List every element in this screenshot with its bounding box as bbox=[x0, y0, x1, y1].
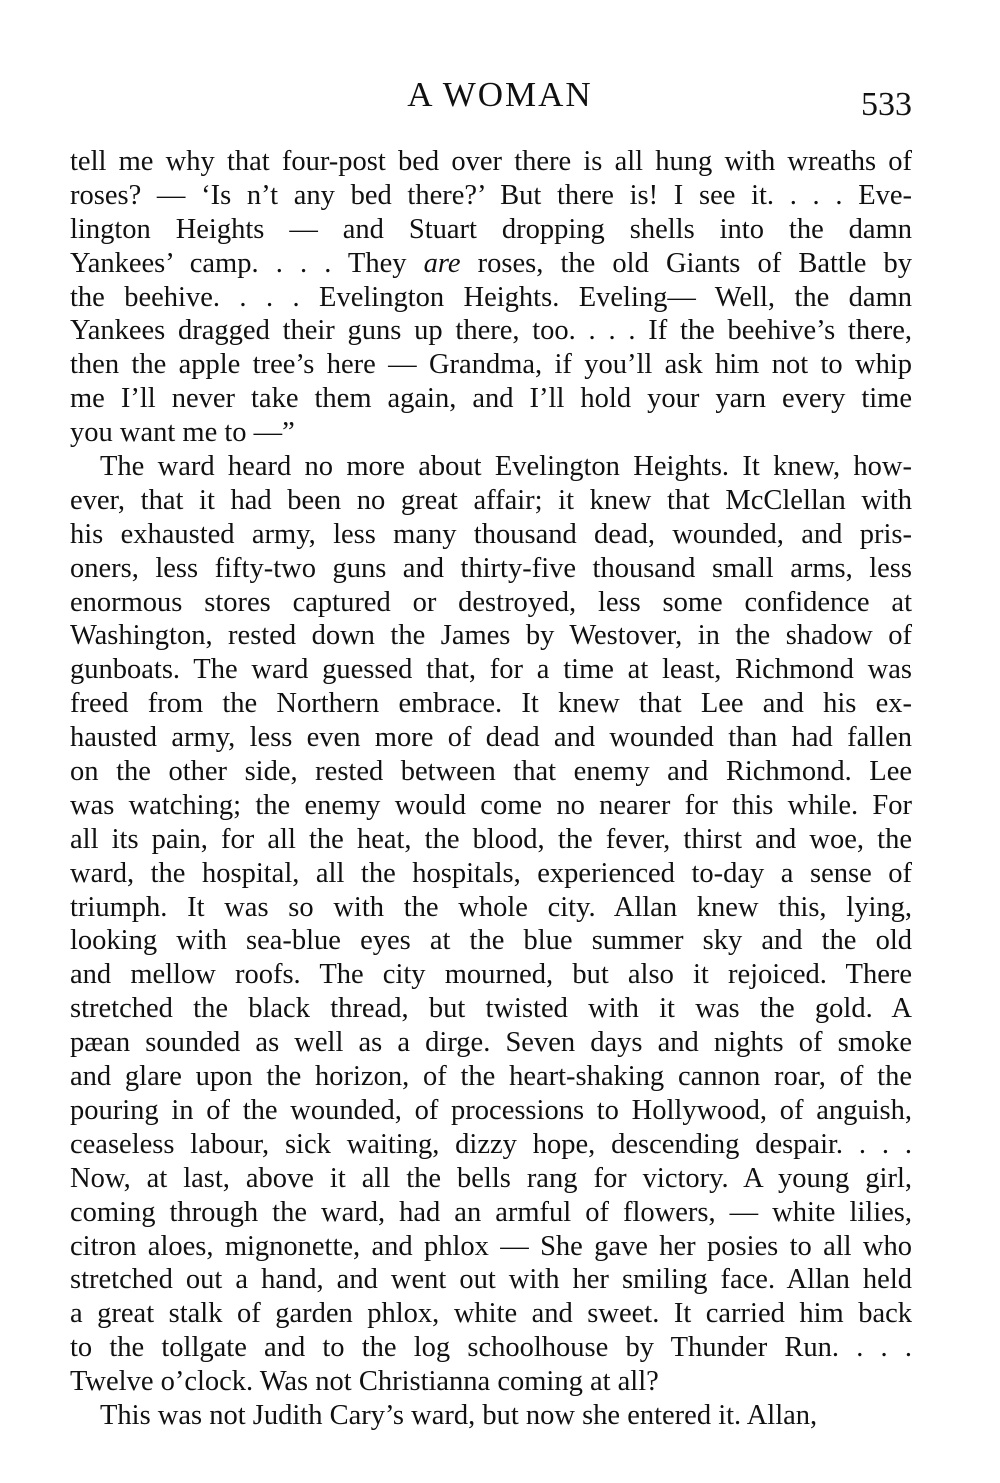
text-line: was watching; the enemy would come no nearer for this while. For bbox=[70, 789, 912, 821]
text-line: lington Heights — and Stuart dropping shells into the damn bbox=[70, 213, 912, 245]
text-line: freed from the Northern embrace. It knew that Lee and his ex- bbox=[70, 688, 912, 720]
text-line: enormous stores captured or destroyed, less some confidence at bbox=[70, 586, 912, 618]
text-line: The ward heard no more about Evelington Heights. It knew, how- bbox=[100, 451, 912, 483]
text-line: oners, less fifty-two guns and thirty-five thousand small arms, less bbox=[70, 552, 912, 584]
text-line: Now, at last, above it all the bells rang for victory. A young girl, bbox=[70, 1162, 912, 1194]
text-line: stretched out a hand, and went out with her smiling face. Allan held bbox=[70, 1264, 912, 1296]
text-line: ward, the hospital, all the hospitals, experienced to-day a sense of bbox=[70, 857, 912, 889]
text-line: pæan sounded as well as a dirge. Seven days and nights of smoke bbox=[70, 1027, 912, 1059]
text-line: to the tollgate and to the log schoolhouse by Thunder Run. . . . bbox=[70, 1332, 912, 1364]
text-line: Washington, rested down the James by Westover, in the shadow of bbox=[70, 620, 912, 652]
text-line: you want me to —” bbox=[70, 417, 295, 449]
text-line: on the other side, rested between that enemy and Richmond. Lee bbox=[70, 756, 912, 788]
running-head-title: A WOMAN bbox=[407, 75, 593, 114]
text-line: Yankees dragged their guns up there, too. . . . If the beehive’s there, bbox=[70, 315, 912, 347]
paragraph bbox=[70, 145, 912, 450]
text-line: Yankees’ camp. . . . They are roses, the old Giants of Battle by bbox=[70, 247, 913, 279]
paragraph bbox=[70, 1399, 912, 1433]
text-line: the beehive. . . . Evelington Heights. Eveling— Well, the damn bbox=[70, 281, 912, 313]
running-head bbox=[0, 70, 1000, 123]
text-line: me I’ll never take them again, and I’ll hold your yarn every time bbox=[70, 383, 912, 415]
text-line: roses? — ‘Is n’t any bed there?’ But there is! I see it. . . . Eve- bbox=[70, 179, 912, 211]
text-line: pouring in of the wounded, of processions to Hollywood, of anguish, bbox=[70, 1094, 912, 1126]
text-line: citron aloes, mignonette, and phlox — She gave her posies to all who bbox=[70, 1230, 912, 1262]
paragraph bbox=[70, 450, 912, 1399]
text-line: and glare upon the horizon, of the heart-shaking cannon roar, of the bbox=[70, 1061, 912, 1093]
body-text bbox=[70, 145, 912, 1433]
text-line: ceaseless labour, sick waiting, dizzy hope, descending despair. . . . bbox=[70, 1128, 912, 1160]
text-line: all its pain, for all the heat, the blood, the fever, thirst and woe, the bbox=[70, 823, 912, 855]
text-line: Twelve o’clock. Was not Christianna coming at all? bbox=[70, 1366, 659, 1398]
text-line: then the apple tree’s here — Grandma, if you’ll ask him not to whip bbox=[70, 349, 912, 381]
text-line: coming through the ward, had an armful of flowers, — white lilies, bbox=[70, 1196, 912, 1228]
text-line: a great stalk of garden phlox, white and sweet. It carried him back bbox=[70, 1298, 912, 1330]
text-line: ever, that it had been no great affair; it knew that McClellan with bbox=[70, 484, 912, 516]
text-line: triumph. It was so with the whole city. Allan knew this, lying, bbox=[70, 891, 912, 923]
page-number: 533 bbox=[861, 86, 912, 123]
text-line: stretched the black thread, but twisted with it was the gold. A bbox=[70, 993, 912, 1025]
text-line: looking with sea-blue eyes at the blue summer sky and the old bbox=[70, 925, 912, 957]
text-line: his exhausted army, less many thousand dead, wounded, and pris- bbox=[70, 518, 912, 550]
text-line: hausted army, less even more of dead and wounded than had fallen bbox=[70, 722, 912, 754]
text-line: tell me why that four-post bed over there is all hung with wreaths of bbox=[70, 146, 912, 177]
text-line: This was not Judith Cary’s ward, but now she entered it. Allan, bbox=[100, 1399, 818, 1431]
text-line: and mellow roofs. The city mourned, but also it rejoiced. There bbox=[70, 959, 912, 991]
text-line: gunboats. The ward guessed that, for a time at least, Richmond was bbox=[70, 654, 912, 686]
